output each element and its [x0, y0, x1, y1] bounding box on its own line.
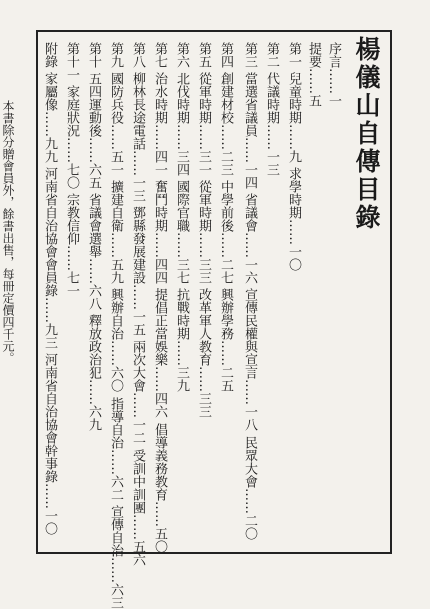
entry-page: 三三	[196, 258, 211, 285]
entry-page: 一六	[242, 258, 257, 285]
entry-label: 北伐時期	[174, 72, 189, 125]
entry-label: 省議會選舉	[86, 193, 101, 259]
chapter-heading: 第一	[286, 42, 301, 68]
toc-column-chapter6	[174, 42, 188, 392]
chapter-heading: 第三	[242, 42, 257, 68]
toc-column-chapter11	[64, 42, 78, 297]
entry-label: 提倡正當娛樂	[152, 288, 167, 367]
entry-page: 二七	[218, 258, 233, 285]
toc-column-chapter10	[86, 42, 100, 431]
appendix-heading: 附錄	[42, 42, 57, 68]
entry-page: 一四	[242, 163, 257, 190]
chapter-heading: 第五	[196, 42, 211, 68]
entry-page: 三四	[174, 150, 189, 177]
toc-column-chapter3	[242, 42, 256, 540]
entry-page: 四一	[152, 150, 167, 177]
entry-page: 五	[306, 94, 321, 107]
toc-entry[interactable]: 興辦自治……六〇	[108, 288, 123, 393]
toc-column-appendix	[42, 42, 56, 535]
entry-page: 六二	[108, 474, 123, 501]
toc-column-intro	[326, 42, 340, 107]
entry-label: 當選省議員	[242, 72, 257, 138]
toc-column-chapter2	[264, 42, 278, 176]
toc-entry[interactable]: 提倡正當娛樂……四六	[152, 288, 167, 419]
entry-page: 五六	[130, 539, 145, 566]
toc-entry[interactable]: 五四運動後……六五	[86, 72, 101, 190]
entry-label: 家庭狀況	[64, 85, 79, 138]
entry-label: 興辦自治	[108, 288, 123, 341]
toc-entry[interactable]: 省議會選舉……六八	[86, 193, 101, 311]
toc-entry[interactable]: 從軍時期……三一	[196, 72, 211, 177]
toc-entry[interactable]: 創建材校……二三	[218, 72, 233, 177]
toc-entry[interactable]: 兩次大會……一二	[130, 340, 145, 445]
toc-entry[interactable]: 宣傳民權與宣言……一八	[242, 288, 257, 432]
entry-label: 鄧縣發展建設	[130, 206, 145, 285]
toc-entry[interactable]: 代議時期……一三	[264, 72, 279, 177]
entry-label: 河南省自治協會會員錄	[42, 167, 57, 298]
chapter-heading: 第二	[264, 42, 279, 68]
toc-entry[interactable]: 抗戰時期……三九	[174, 288, 189, 393]
entry-page: 六八	[86, 284, 101, 311]
toc-entry[interactable]: 治水時期……四一	[152, 72, 167, 177]
chapter-heading: 第十	[86, 42, 101, 68]
entry-label: 治水時期	[152, 72, 167, 125]
toc-entry[interactable]: 家屬像……九九	[42, 72, 57, 164]
entry-label: 代議時期	[264, 72, 279, 125]
entry-label: 宣傳民權與宣言	[242, 288, 257, 380]
entry-label: 興辦學務	[218, 288, 233, 341]
entry-page: 六〇	[108, 366, 123, 393]
toc-entry[interactable]: 兒童時期……九	[286, 72, 301, 164]
toc-entry[interactable]: 國際官職……三七	[174, 180, 189, 285]
entry-label: 從軍時期	[196, 72, 211, 125]
entry-page: 五〇	[152, 526, 167, 553]
toc-entry[interactable]: 奮鬥時期……四四	[152, 180, 167, 285]
entry-page: 一	[326, 94, 341, 107]
entry-page: 一八	[242, 405, 257, 432]
toc-entry[interactable]: 改革軍人教育……三三	[196, 288, 211, 419]
toc-column-chapter9	[108, 42, 122, 609]
entry-label: 奮鬥時期	[152, 180, 167, 233]
entry-page: 四六	[152, 392, 167, 419]
entry-page: 一〇	[42, 509, 57, 536]
entry-page: 二三	[218, 150, 233, 177]
toc-column-chapter5	[196, 42, 210, 418]
entry-label: 宗教信仰	[64, 193, 79, 246]
entry-page: 四四	[152, 258, 167, 285]
entry-page: 六五	[86, 163, 101, 190]
entry-label: 民眾大會	[242, 435, 257, 488]
toc-column-chapter7	[152, 42, 166, 553]
toc-entry[interactable]: 興辦學務……二五	[218, 288, 233, 393]
toc-column-chapter1	[286, 42, 300, 271]
entry-label: 柳林長途電話	[130, 72, 145, 151]
entry-label: 河南省自治協會幹事錄	[42, 353, 57, 484]
entry-page: 五一	[108, 150, 123, 177]
entry-label: 從軍時期	[196, 180, 211, 233]
chapter-heading: 第四	[218, 42, 233, 68]
toc-entry[interactable]: 從軍時期……三三	[196, 180, 211, 285]
entry-label: 中學前後	[218, 180, 233, 233]
toc-entry-abstract[interactable]: 提要……五	[306, 42, 321, 107]
toc-entry[interactable]: 擴建自衛……五九	[108, 180, 123, 285]
toc-column-chapter8	[130, 42, 144, 566]
entry-page: 九三	[42, 323, 57, 350]
entry-label: 五四運動後	[86, 72, 101, 138]
entry-page: 三一	[196, 150, 211, 177]
toc-column-chapter4	[218, 42, 232, 392]
entry-label: 創建材校	[218, 72, 233, 125]
toc-entry[interactable]: 河南省自治協會會員錄……九三	[42, 167, 57, 350]
toc-entry[interactable]: 河南省自治協會幹事錄……一〇	[42, 353, 57, 536]
entry-page: 九	[286, 150, 301, 164]
entry-page: 七〇	[64, 163, 79, 190]
entry-label: 抗戰時期	[174, 288, 189, 341]
toc-entry[interactable]: 宣傳自治……六三	[108, 504, 123, 609]
toc-entry[interactable]: 倡導義務教育……五〇	[152, 422, 167, 553]
entry-page: 七一	[64, 271, 79, 298]
toc-frame	[36, 30, 392, 609]
entry-page: 九九	[42, 137, 57, 164]
toc-entry[interactable]: 民眾大會……二〇	[242, 435, 257, 540]
entry-label: 省議會	[242, 193, 257, 233]
book-title: 楊儀山自傳目錄	[352, 36, 381, 232]
toc-entry[interactable]: 受訓中訓團……五六	[130, 448, 145, 566]
entry-page: 一三	[130, 176, 145, 203]
entry-page: 一二	[130, 418, 145, 445]
entry-label: 倡導義務教育	[152, 422, 167, 501]
toc-entry[interactable]: 鄧縣發展建設……一五	[130, 206, 145, 337]
entry-page: 二〇	[242, 513, 257, 540]
entry-label: 提要	[306, 42, 321, 68]
chapter-heading: 第六	[174, 42, 189, 68]
toc-entry[interactable]: 柳林長途電話……一三	[130, 72, 145, 203]
entry-page: 三七	[174, 258, 189, 285]
entry-page: 三三	[196, 392, 211, 419]
entry-label: 釋放政治犯	[86, 314, 101, 380]
chapter-heading: 第九	[108, 42, 123, 68]
entry-label: 宣傳自治	[108, 504, 123, 557]
toc-entry[interactable]: 指導自治……六二	[108, 396, 123, 501]
toc-entry[interactable]: 省議會……一六	[242, 193, 257, 285]
toc-entry[interactable]: 當選省議員……一四	[242, 72, 257, 190]
entry-label: 國防兵役	[108, 72, 123, 125]
entry-label: 兩次大會	[130, 340, 145, 393]
entry-label: 序言	[326, 42, 341, 68]
entry-page: 一三	[264, 150, 279, 177]
chapter-heading: 第十一	[64, 42, 79, 81]
toc-entry[interactable]: 宗教信仰……七一	[64, 193, 79, 298]
entry-page: 三九	[174, 366, 189, 393]
entry-label: 改革軍人教育	[196, 288, 211, 367]
sales-note: 本書除分贈會員外，餘書出售，每冊定價四千元。	[1, 100, 15, 364]
entry-label: 求學時期	[286, 167, 301, 220]
entry-page: 六九	[86, 405, 101, 432]
toc-entry[interactable]: 北伐時期……三四	[174, 72, 189, 177]
toc-entry[interactable]: 求學時期……一〇	[286, 167, 301, 272]
toc-entry[interactable]: 家庭狀況……七〇	[64, 85, 79, 190]
toc-column-abstract	[306, 42, 320, 107]
toc-entry[interactable]: 中學前後……二七	[218, 180, 233, 285]
entry-page: 六三	[108, 582, 123, 609]
entry-label: 國際官職	[174, 180, 189, 233]
toc-entry-preface[interactable]: 序言……一	[326, 42, 341, 107]
entry-label: 兒童時期	[286, 72, 301, 125]
entry-page: 五九	[108, 258, 123, 285]
entry-label: 擴建自衛	[108, 180, 123, 233]
entry-page: 二五	[218, 366, 233, 393]
entry-page: 一五	[130, 310, 145, 337]
chapter-heading: 第七	[152, 42, 167, 68]
entry-page: 一〇	[286, 245, 301, 272]
entry-label: 家屬像	[42, 72, 57, 112]
entry-label: 指導自治	[108, 396, 123, 449]
toc-entry[interactable]: 國防兵役……五一	[108, 72, 123, 177]
entry-label: 受訓中訓團	[130, 448, 145, 514]
chapter-heading: 第八	[130, 42, 145, 68]
toc-entry[interactable]: 釋放政治犯……六九	[86, 314, 101, 432]
